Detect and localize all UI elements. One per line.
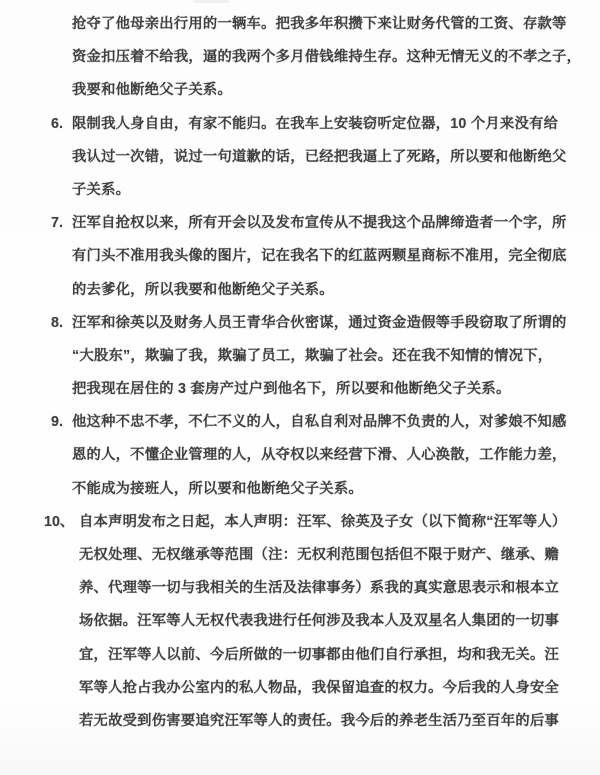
text-line: 养、代理等一切与我相关的生活及法律事务）系我的真实意思表示和根本立 <box>79 580 560 597</box>
text-line: 我要和他断绝父子关系。 <box>72 82 233 99</box>
text-line: 资金扣压着不给我，逼的我两个多月借钱维持生存。这种无情无义的不孝之子， <box>72 49 582 66</box>
text-line: 宜，汪军等人以前、今后所做的一切事都由他们自行承担，均和我无关。汪 <box>79 646 560 663</box>
item-number-8: 8. <box>51 314 63 331</box>
item-number-6: 6. <box>51 115 63 132</box>
text-line: 若无故受到伤害要追究汪军等人的责任。我今后的养老生活乃至百年的后事 <box>79 712 560 729</box>
text-line: 抢夺了他母亲出行用的一辆车。把我多年积攒下来让财务代管的工资、存款等 <box>72 16 567 32</box>
statement-item-7 <box>0 207 600 307</box>
text-line: 有门头不准用我头像的图片，记在我名下的红蓝两颗星商标不准用，完全彻底 <box>72 248 567 265</box>
text-line: 限制我人身自由，有家不能归。在我车上安装窃听定位器，10 个月来没有给 <box>72 115 559 132</box>
statement-item-10 <box>0 506 600 738</box>
paragraph-item5-continuation <box>0 8 600 108</box>
text-line: 的去爹化，所以我要和他断绝父子关系。 <box>72 281 334 298</box>
text-line: 军等人抢占我办公室内的私人物品，我保留追查的权力。今后我的人身安全 <box>79 679 560 696</box>
statement-body <box>0 8 600 738</box>
text-line: 我认过一次错，说过一句道歉的话，已经把我逼上了死路，所以要和他断绝父 <box>72 148 567 165</box>
text-line: “大股东”，欺骗了我，欺骗了员工，欺骗了社会。还在我不知情的情况下， <box>72 347 553 364</box>
text-line: 汪军和徐英以及财务人员王青华合伙密谋，通过资金造假等手段窃取了所谓的 <box>72 314 567 331</box>
item-number-10: 10、 <box>44 513 75 530</box>
statement-item-9 <box>0 406 600 506</box>
text-line: 不能成为接班人，所以要和他断绝父子关系。 <box>72 480 363 497</box>
statement-item-6 <box>0 108 600 208</box>
text-line: 子关系。 <box>72 181 131 198</box>
text-line: 自本声明发布之日起，本人声明：汪军、徐英及子女（以下简称“汪军等人） <box>79 513 567 530</box>
text-line: 他这种不忠不孝，不仁不义的人，自私自利对品牌不负责的人，对爹娘不知感 <box>72 414 567 431</box>
scan-artifact <box>193 0 229 3</box>
text-line: 无权处理、无权继承等范围（注：无权利范围包括但不限于财产、继承、赡 <box>79 547 560 563</box>
text-line: 恩的人，不懂企业管理的人，从夺权以来经营下滑、人心涣散，工作能力差， <box>72 447 567 464</box>
text-line: 把我现在居住的 3 套房产过户到他名下，所以要和他断绝父子关系。 <box>72 381 511 398</box>
item-number-9: 9. <box>51 414 63 431</box>
statement-item-8 <box>0 307 600 407</box>
text-line: 汪军自抢权以来，所有开会以及发布宣传从不提我这个品牌缔造者一个字，所 <box>72 215 567 232</box>
item-number-7: 7. <box>51 215 63 232</box>
text-line: 场依据。汪军等人无权代表我进行任何涉及我本人及双星名人集团的一切事 <box>79 613 560 630</box>
